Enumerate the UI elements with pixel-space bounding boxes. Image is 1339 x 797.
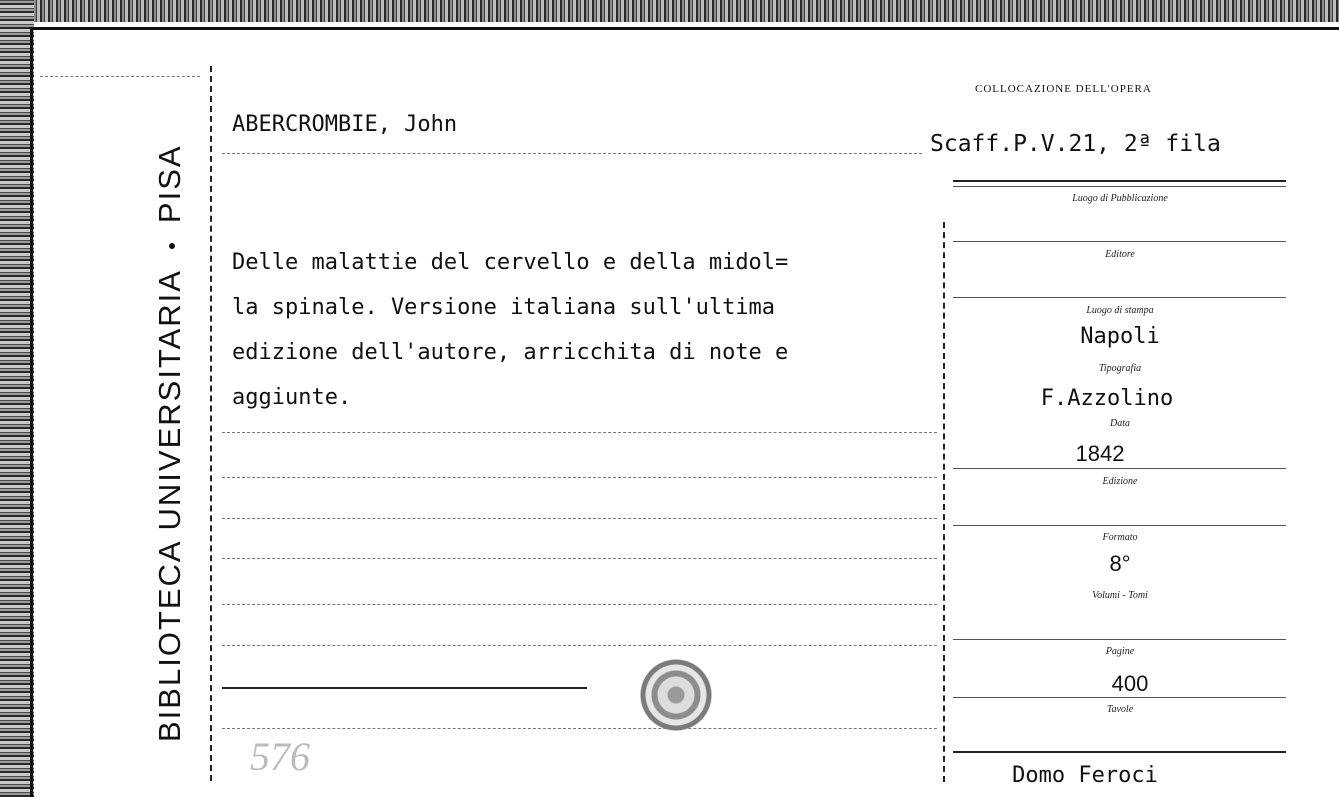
left-margin-rule: [210, 66, 212, 781]
field-rule: [953, 468, 1286, 469]
field-label-date: Data: [1110, 418, 1130, 429]
ruled-line: [222, 604, 937, 605]
book-title: [232, 240, 788, 420]
collocation-rule: [953, 180, 1286, 182]
field-label-edition: Edizione: [1102, 476, 1138, 487]
field-label-pages: Pagine: [1105, 646, 1135, 657]
field-rule: [953, 639, 1286, 640]
ruled-line: [40, 76, 200, 77]
field-rule: [953, 297, 1286, 298]
library-name: BIBLIOTECA UNIVERSITARIA: [152, 269, 187, 742]
provenance: Domo Feroci: [1012, 763, 1158, 788]
collocation-rule: [953, 186, 1286, 187]
field-label-plates: Tavole: [1106, 704, 1134, 715]
ruled-line: [222, 432, 937, 433]
card-torn-left-edge: [0, 0, 34, 797]
field-rule: [953, 241, 1286, 242]
ruled-line: [222, 558, 937, 559]
card-torn-top-edge: [0, 0, 1339, 22]
title-line: edizione dell'autore, arricchita di note e: [232, 340, 789, 365]
title-line: la spinale. Versione italiana sull'ultima: [232, 295, 776, 320]
library-stamp-mark: [636, 659, 716, 731]
library-city: PISA: [152, 144, 187, 224]
ruled-line: [222, 687, 587, 689]
ruled-line: [222, 477, 937, 478]
field-rule: [953, 751, 1286, 753]
separator-dot: [169, 243, 175, 249]
collocation-header: COLLOCAZIONE DELL'OPERA: [975, 83, 1152, 95]
ruled-line: [222, 728, 937, 729]
field-value-printer: F.Azzolino: [1040, 386, 1174, 411]
author-name: ABERCROMBIE, John: [232, 112, 458, 137]
title-line: aggiunte.: [232, 385, 352, 410]
field-label-publisher: Editore: [1105, 249, 1135, 260]
field-value-pages: 400: [1111, 671, 1149, 696]
field-value-print-place: Napoli: [1080, 324, 1160, 349]
field-rule: [953, 697, 1286, 698]
title-line: Delle malattie del cervello e della midol=: [232, 250, 789, 275]
field-label-volumes: Volumi - Tomi: [1092, 590, 1148, 601]
field-label-print-place: Luogo di stampa: [1086, 305, 1154, 316]
field-value-format: 8°: [1109, 551, 1131, 576]
ruled-line: [222, 153, 922, 154]
field-label-printer: Tipografia: [1098, 363, 1142, 374]
field-label-publication-place: Luogo di Pubblicazione: [1072, 193, 1168, 204]
field-rule: [953, 525, 1286, 526]
pencil-number: 576: [250, 734, 310, 779]
card-top-border: [30, 27, 1339, 30]
shelfmark: Scaff.P.V.21, 2ª fila: [930, 131, 1221, 157]
right-column-rule: [943, 222, 945, 782]
ruled-line: [222, 518, 937, 519]
ruled-line: [222, 645, 937, 646]
field-value-date: 1842: [1075, 441, 1125, 466]
card-left-border: [30, 27, 33, 797]
field-label-format: Formato: [1102, 532, 1138, 543]
library-stamp-vertical: [152, 144, 188, 742]
